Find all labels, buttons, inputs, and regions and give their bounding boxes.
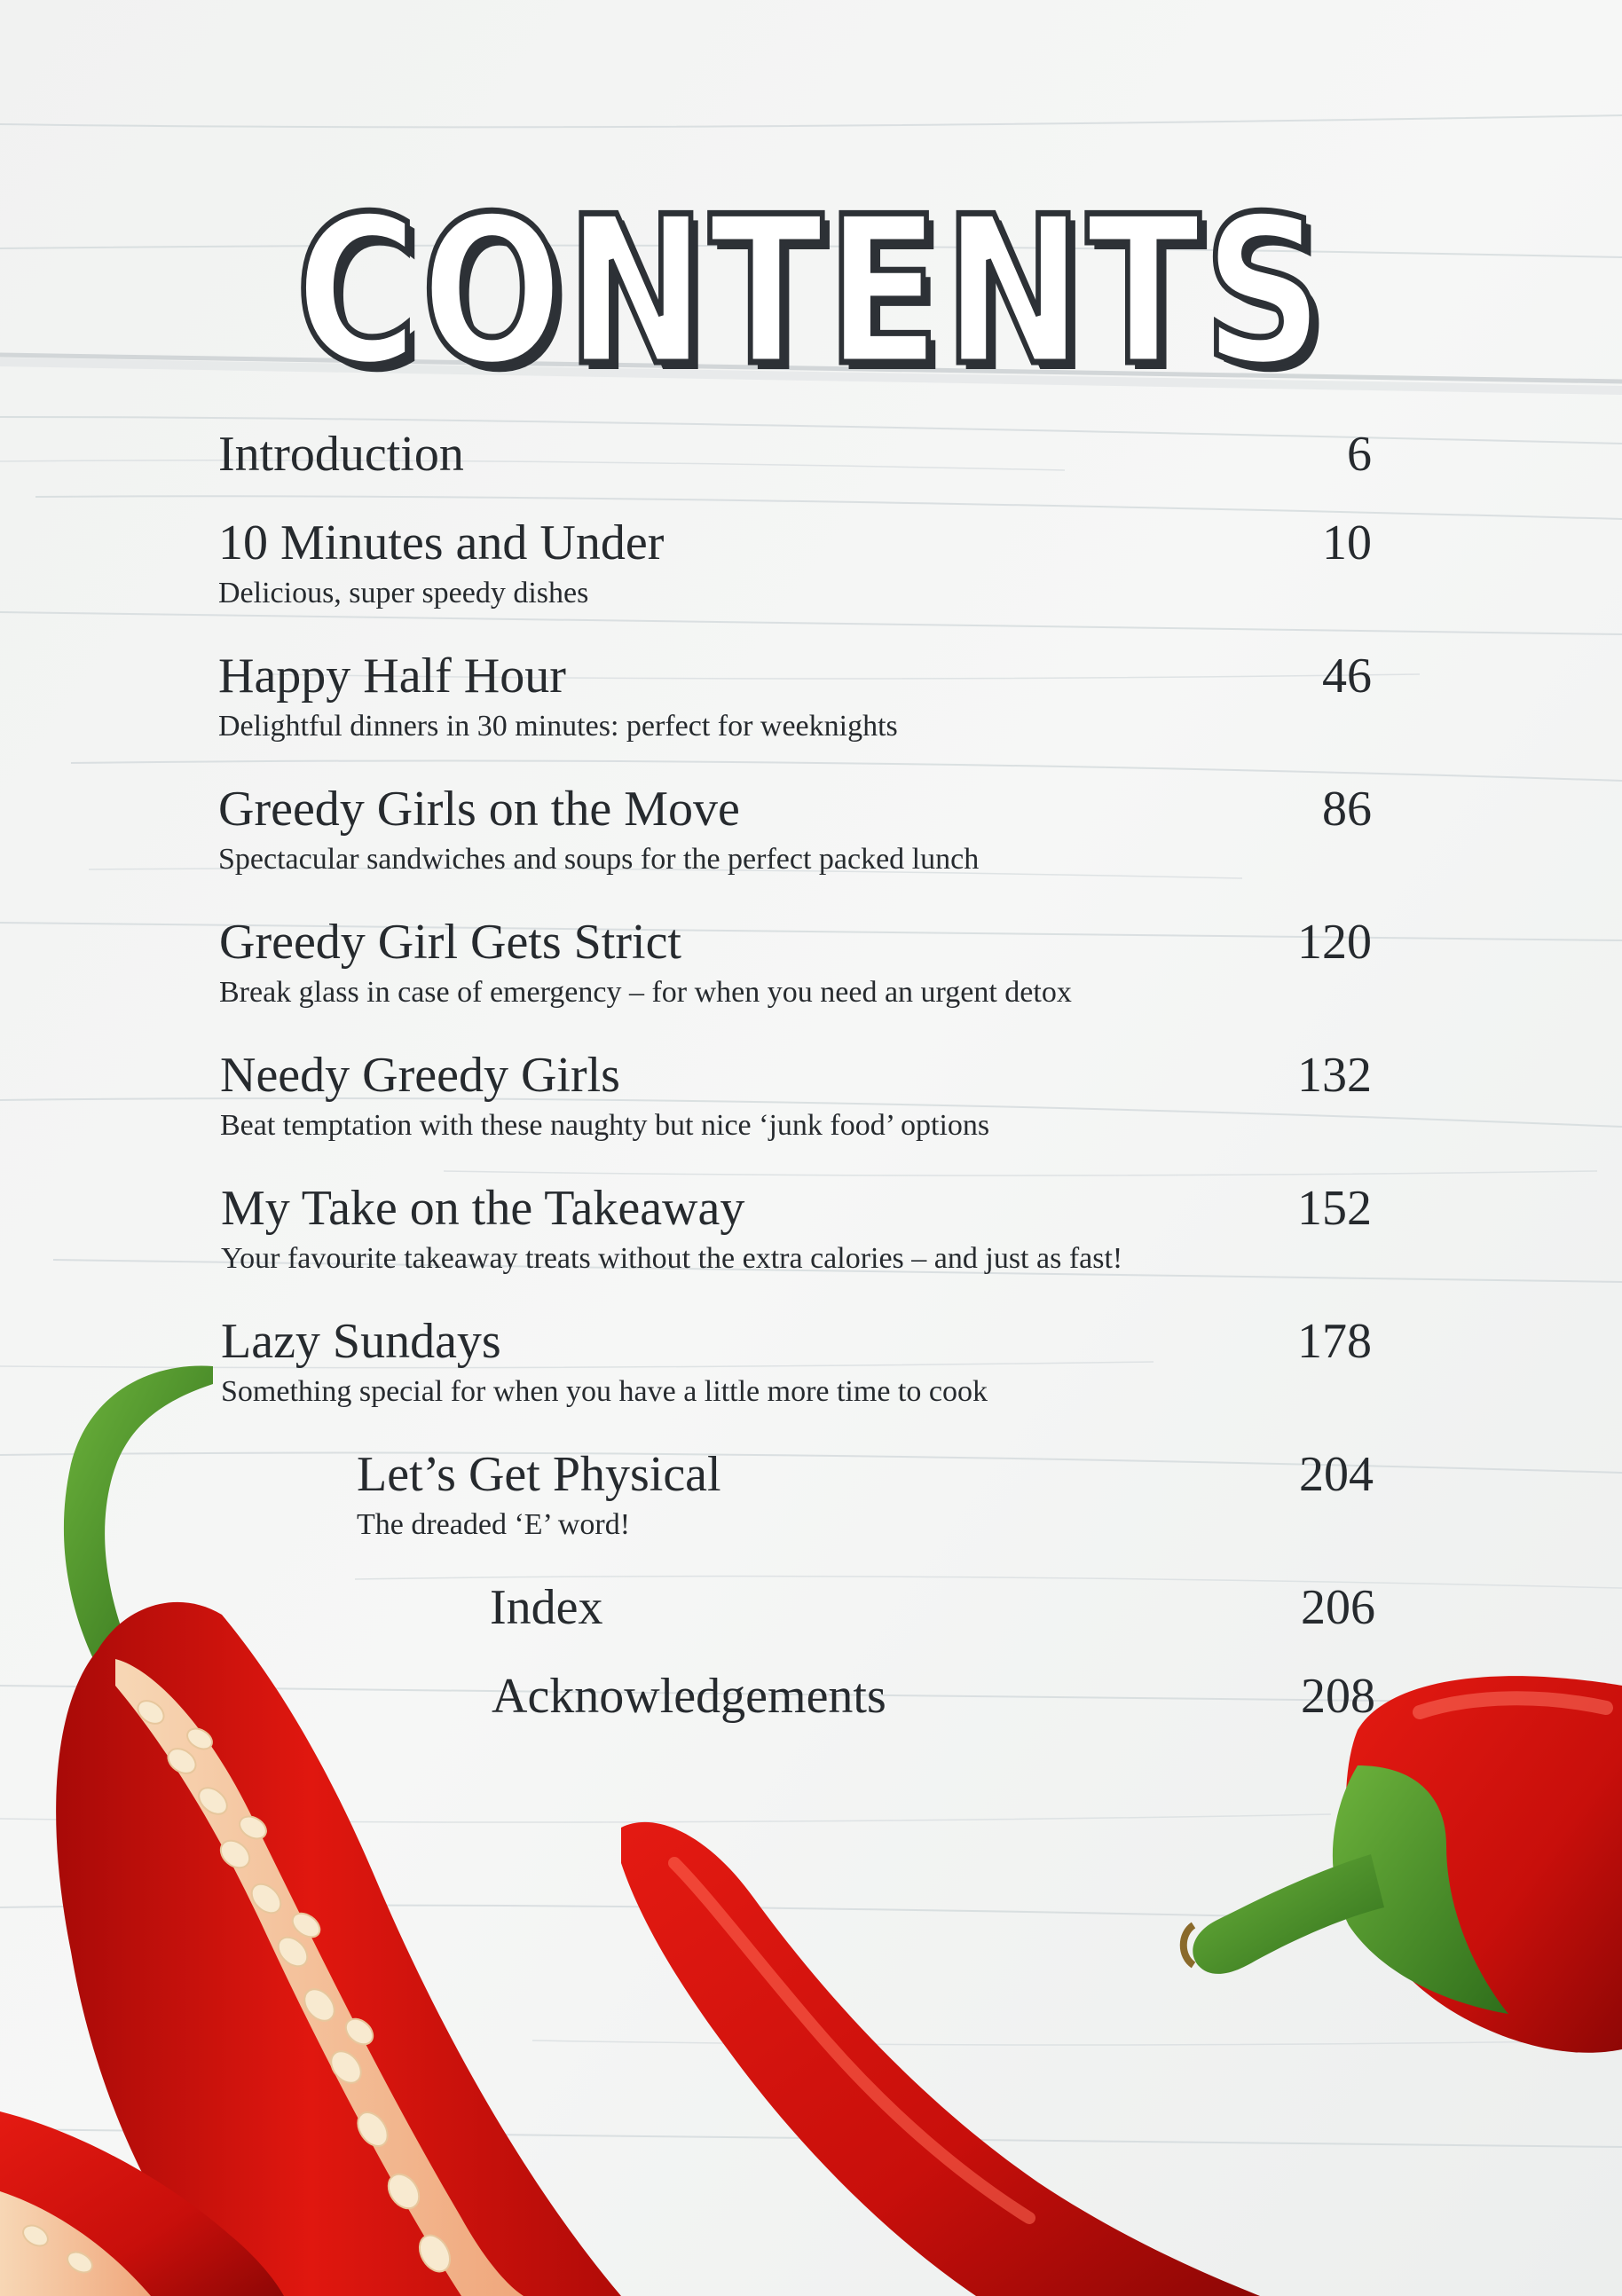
entry-page-number: 46: [1322, 649, 1372, 704]
entry-page-number: 120: [1297, 915, 1372, 970]
entry-page-number: 178: [1297, 1314, 1372, 1369]
entry-page-number: 132: [1297, 1048, 1372, 1103]
entry-title: Greedy Girl Gets Strict: [219, 915, 681, 970]
entry-subtitle: Spectacular sandwiches and soups for the perfect packed lunch: [218, 843, 980, 876]
entry-page-number: 6: [1347, 427, 1372, 482]
entry-title: Introduction: [218, 427, 464, 482]
entry-subtitle: Beat temptation with these naughty but nice ‘junk food’ options: [220, 1109, 990, 1142]
entry-title: Acknowledgements: [492, 1669, 886, 1724]
entry-title: My Take on the Takeaway: [221, 1181, 745, 1236]
entry-page-number: 208: [1301, 1669, 1375, 1724]
entry-subtitle: Something special for when you have a little more time to cook: [221, 1375, 988, 1408]
entry-subtitle: Delicious, super speedy dishes: [218, 577, 589, 609]
entry-title: Happy Half Hour: [218, 649, 566, 704]
entry-page-number: 152: [1297, 1181, 1372, 1236]
entry-subtitle: Your favourite takeaway treats without the extra calories – and just as fast!: [221, 1242, 1123, 1275]
entry-title: Let’s Get Physical: [357, 1447, 721, 1502]
entry-subtitle: The dreaded ‘E’ word!: [357, 1508, 631, 1541]
entry-title: Lazy Sundays: [221, 1314, 501, 1369]
entry-page-number: 10: [1322, 515, 1372, 570]
entry-page-number: 204: [1299, 1447, 1374, 1502]
entry-title: 10 Minutes and Under: [218, 515, 665, 570]
entry-page-number: 206: [1301, 1580, 1375, 1635]
entry-subtitle: Break glass in case of emergency – for when you need an urgent detox: [219, 976, 1072, 1009]
contents-heading: CONTENTS: [295, 174, 1327, 411]
entry-title: Greedy Girls on the Move: [218, 782, 740, 837]
entry-page-number: 86: [1322, 782, 1372, 837]
entry-title: Needy Greedy Girls: [220, 1048, 620, 1103]
entry-title: Index: [490, 1580, 603, 1635]
entry-subtitle: Delightful dinners in 30 minutes: perfect for weeknights: [218, 710, 898, 743]
